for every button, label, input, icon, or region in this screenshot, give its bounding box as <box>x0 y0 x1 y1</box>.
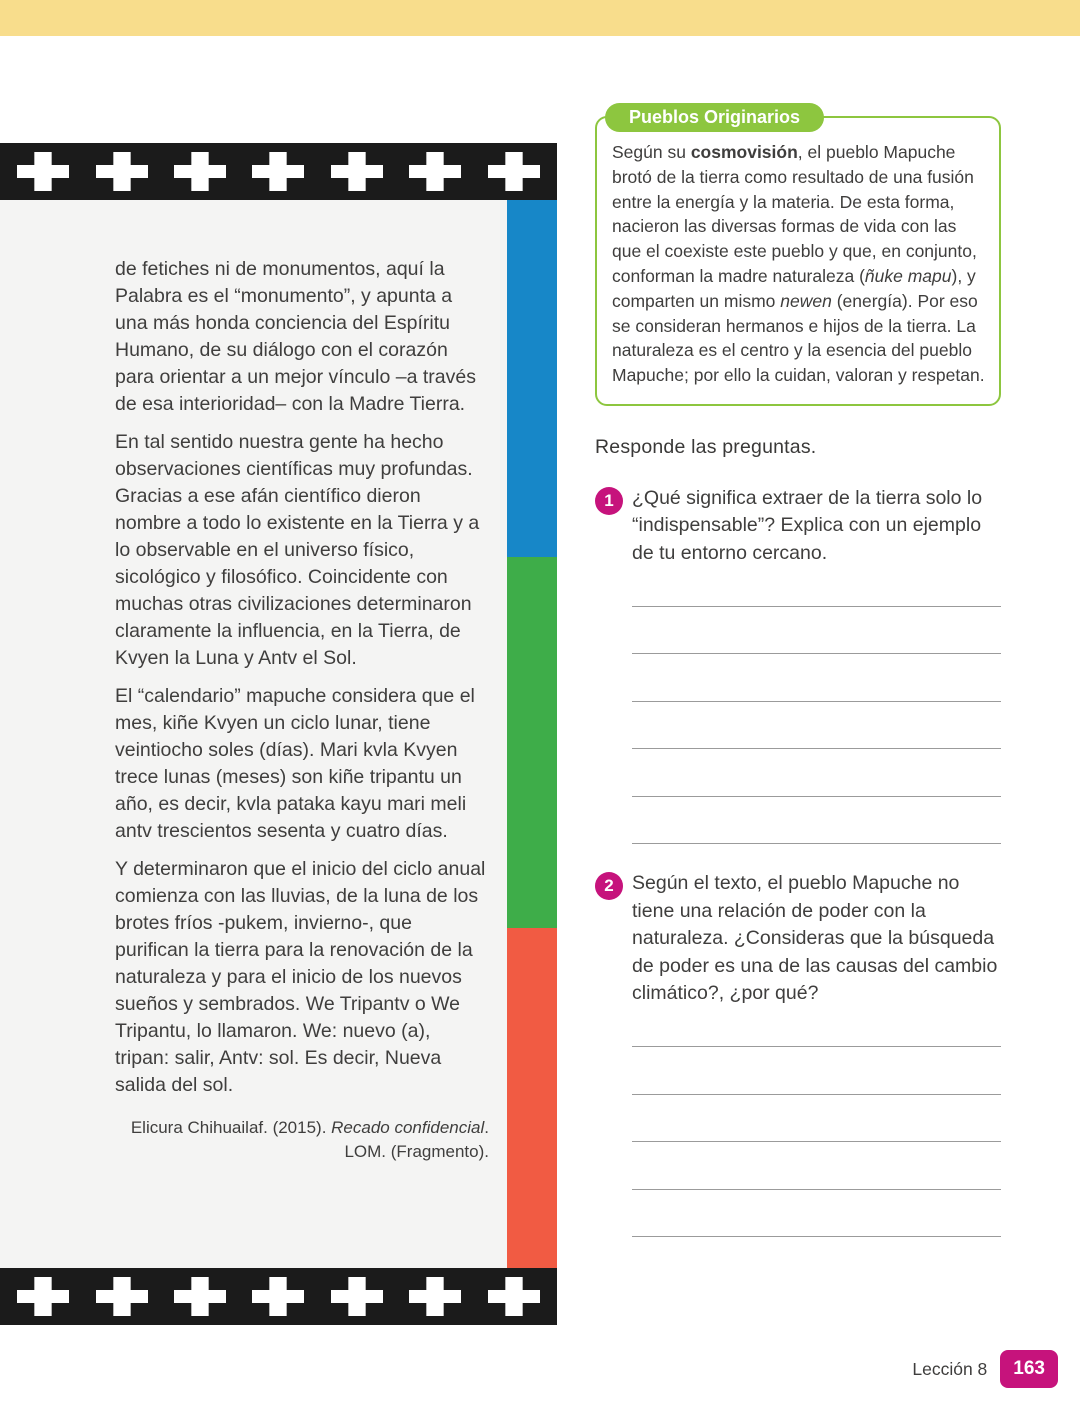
chakana-cross-icon <box>174 1277 226 1316</box>
answer-line <box>632 1047 1001 1095</box>
info-box-pueblos-originarios <box>595 107 1001 406</box>
info-text-segment: , el pueblo Mapuche brotó de la tierra como resultado de una fusión entre la energía y la materia. De esta forma, nacieron las diversas formas de vida con las que el coexiste este pueblo y que, en conjunto, conforman la madre naturaleza ( <box>612 142 977 286</box>
question-text: ¿Qué significa extraer de la tierra solo lo “indispensable”? Explica con un ejemplo de tu entorno cercano. <box>632 486 983 564</box>
info-text-italic: ñuke mapu <box>864 265 952 286</box>
citation-title: Recado confidencial <box>331 1118 485 1137</box>
color-stripe <box>507 200 557 1268</box>
info-text-segment: ), y comparten un mismo <box>612 265 976 311</box>
chakana-cross-icon <box>409 1277 461 1316</box>
answer-line <box>632 654 1001 702</box>
activity-column <box>595 107 1001 1237</box>
question-1 <box>595 485 1001 845</box>
question-number-badge: 1 <box>595 487 623 515</box>
chakana-cross-icon <box>252 152 304 191</box>
question-row <box>595 485 1001 568</box>
chakana-cross-icon <box>96 1277 148 1316</box>
question-2 <box>595 870 1001 1237</box>
chakana-cross-icon <box>331 1277 383 1316</box>
reading-text <box>0 200 507 1268</box>
answer-line <box>632 1190 1001 1238</box>
page-footer <box>912 1350 1080 1388</box>
answer-lines <box>632 559 1001 844</box>
chakana-cross-icon <box>174 152 226 191</box>
citation-publisher: . LOM. (Fragmento). <box>344 1118 489 1161</box>
decorative-band-bottom <box>0 1268 557 1325</box>
chakana-cross-icon <box>409 152 461 191</box>
answer-line <box>632 702 1001 750</box>
reading-panel-body <box>0 200 557 1268</box>
chakana-cross-icon <box>17 1277 69 1316</box>
page-number-badge: 163 <box>1000 1350 1058 1388</box>
reading-paragraph: Y determinaron que el inicio del ciclo anual comienza con las lluvias, de la luna de los brotes fríos -pukem, invierno-, que purifican la tierra para la renovación de la naturaleza y para el inicio de los nuevos sueños y sembrados. We Tripantv o We Tripantu, lo llamaron. We: nuevo (a), tripan: salir, Antv: sol. Es decir, Nueva salida del sol. <box>115 858 486 1096</box>
chakana-cross-icon <box>488 152 540 191</box>
top-yellow-band <box>0 0 1080 36</box>
reading-panel <box>0 143 557 1325</box>
answer-line <box>632 1095 1001 1143</box>
stripe-segment-blue <box>507 200 557 557</box>
citation-author: Elicura Chihuailaf. (2015). <box>130 1118 332 1137</box>
info-box-body <box>612 140 985 388</box>
chakana-cross-icon <box>96 152 148 191</box>
chakana-cross-icon <box>331 152 383 191</box>
answer-line <box>632 749 1001 797</box>
info-text-segment: (energía). Por eso se consideran hermanos e hijos de la tierra. La naturaleza es el centro y la esencia del pueblo Mapuche; por ello la cuidan, valoran y respetan. <box>612 290 985 386</box>
decorative-band-top <box>0 143 557 200</box>
chakana-cross-icon <box>17 152 69 191</box>
reading-paragraph: En tal sentido nuestra gente ha hecho observaciones científicas muy profundas. Gracias a ese afán científico dieron nombre a todo lo existente en la Tierra y a lo observable en el universo físico, sicológico y filosófico. Coincidente con muchas otras civilizaciones determinaron claramente la influencia, en la Tierra, de Kvyen la Luna y Antv el Sol. <box>115 431 480 669</box>
answer-line <box>632 1142 1001 1190</box>
answer-line <box>632 607 1001 655</box>
info-text-segment: Según su <box>612 142 691 162</box>
reading-paragraph: de fetiches ni de monumentos, aquí la Palabra es el “monumento”, y apunta a una más honda conciencia del Espíritu Humano, de su diálogo con el corazón para orientar a un mejor vínculo –a través de esa interioridad– con la Madre Tierra. <box>115 258 476 415</box>
info-text-bold: cosmovisión <box>690 142 798 162</box>
answer-lines <box>632 1000 1001 1238</box>
question-number-badge: 2 <box>595 872 623 900</box>
citation <box>115 1116 489 1164</box>
lesson-label: Lección 8 <box>912 1358 988 1379</box>
chakana-cross-icon <box>488 1277 540 1316</box>
stripe-segment-red <box>507 928 557 1268</box>
info-box-title: Pueblos Originarios <box>605 103 824 132</box>
questions-heading: Responde las preguntas. <box>595 435 817 458</box>
reading-paragraph: El “calendario” mapuche considera que el mes, kiñe Kvyen un ciclo lunar, tiene veintiocho soles (días). Mari kvla Kvyen trece lunas (meses) son kiñe tripantu un año, es decir, kvla pataka kayu mari meli antv trescientos sesenta y cuatro días. <box>115 685 475 842</box>
question-row <box>595 870 1001 1008</box>
question-text: Según el texto, el pueblo Mapuche no tiene una relación de poder con la naturaleza. ¿Consideras que la búsqueda de poder es una de las causas del cambio climático?, ¿por qué? <box>632 872 998 1005</box>
answer-line <box>632 797 1001 845</box>
stripe-segment-green <box>507 557 557 928</box>
info-text-italic: newen <box>780 290 832 311</box>
chakana-cross-icon <box>252 1277 304 1316</box>
